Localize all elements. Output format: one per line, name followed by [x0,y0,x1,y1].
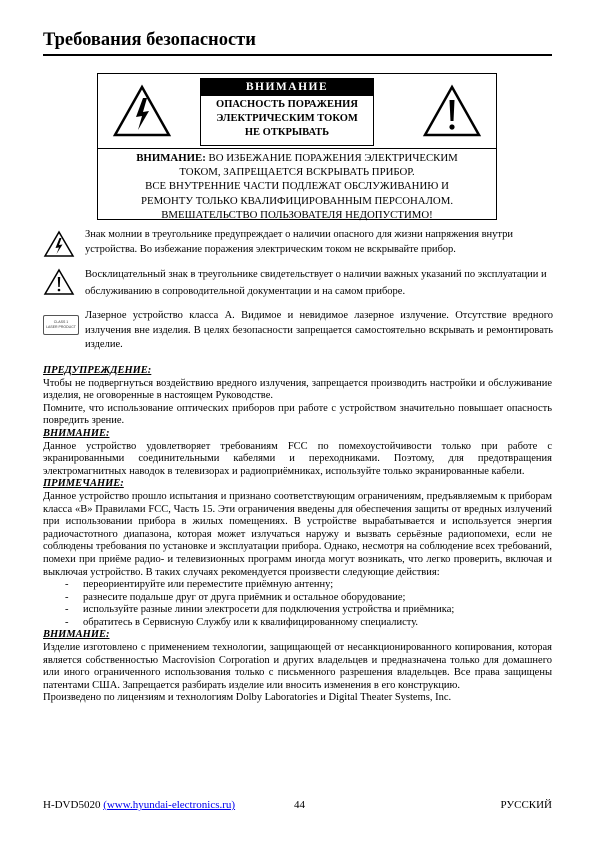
lightning-triangle-icon [43,230,75,258]
attention-line: НЕ ОТКРЫВАТЬ [244,127,330,138]
list-item [43,592,552,605]
page-title: Требования безопасности [43,30,256,50]
warning-bold-label: ВНИМАНИЕ: [136,152,206,164]
laser-label-line: LASER PRODUCT [46,325,76,329]
warning-line: ТОКОМ, ЗАПРЕЩАЕТСЯ ВСКРЫВАТЬ ПРИБОР. [179,166,415,179]
warning-line: ВМЕШАТЕЛЬСТВО ПОЛЬЗОВАТЕЛЯ НЕДОПУСТИМО! [161,208,433,221]
list-item-text: - обратитесь в Сервисную Службу или к квалифицированному специалисту. [83,616,419,628]
list-item-text: - используйте разные линии электросети для подключения устройства и приёмника; [83,604,455,616]
page-number: 44 [294,799,305,811]
lightning-triangle-icon [112,84,172,138]
exclamation-triangle-icon [422,84,482,138]
warning-first-line: ВО ИЗБЕЖАНИЕ ПОРАЖЕНИЯ ЭЛЕКТРИЧЕСКИМ [205,152,458,164]
warning-line [98,151,496,165]
paragraph: Чтобы не подвергнуться воздействию вредного излучения, запрещается производить настройки и обслуживание изделия, не оговоренные в настоящем Руководстве. [43,377,552,402]
paragraph: Данное устройство прошло испытания и признано соответствующим ограничениям, предъявляемым к приборам класса «B» Правилами FCC, Часть 15. Эти ограничения введены для обеспечения защиты от вредных излучений при использовании прибора в жилых помещениях. В устройстве вырабатывается и используется энергия радиочастотного диапазона, которая может излучаться наружу и вызвать серьёзные радиопомехи, если не соблюдены требования по установке и эксплуатации прибора. Однако, несмотря на соблюдение всех требований, помехи при приёме радио- и телевизионных программ иногда могут возникать, что легко проверить, включая и выключая устройство. В таких случаях рекомендуется произвести следующие действия: [43,490,552,578]
list-item-text: - переориентируйте или переместите приёмную антенну; [83,579,334,591]
lightning-description: Знак молнии в треугольнике предупреждает о наличии опасного для жизни напряжения внутри устройства. Во избежание поражения электрическим током не вскрывайте прибор. [85,229,514,255]
laser-description: Лазерное устройство класса А. Видимое и невидимое лазерное излучение. Отсутствие вредного излучения вне изделия. В целях безопасности запрещается самостоятельно вскрывать и ремонтировать изделие. [85,310,553,350]
title-rule [43,54,552,56]
footer-language: РУССКИЙ [500,799,552,811]
attention-line: ОПАСНОСТЬ ПОРАЖЕНИЯ [216,99,358,110]
paragraph: Помните, что использование оптических приборов при работе с устройством значительно повышает опасность повредить зрение. [43,402,552,427]
list-item [43,617,552,630]
section-heading: ВНИМАНИЕ: [43,629,110,641]
attention-body [201,96,373,140]
footer-model [43,799,235,811]
warning-line: ВСЕ ВНУТРЕННИЕ ЧАСТИ ПОДЛЕЖАТ ОБСЛУЖИВАНИЮ И [145,180,449,193]
warning-line: РЕМОНТУ ТОЛЬКО КВАЛИФИЦИРОВАННЫМ ПЕРСОНАЛОМ. [140,194,454,207]
website-link[interactable]: (www.hyundai-electronics.ru) [103,799,236,811]
exclamation-description: Восклицательный знак в треугольнике свидетельствует о наличии важных указаний по эксплуатации и обслуживанию в сопроводительной документации и на самом приборе. [85,269,547,297]
section-heading: ПРЕДУПРЕЖДЕНИЕ: [43,365,152,376]
paragraph: Изделие изготовлено с применением технологии, защищающей от несанкционированного копирования, которая является собственностью Macrovision Corporation и других владельцев и предназначена только для домашнего или иного ограниченного использования только с письменного разрешения владельцев. Все права защищены патентами США. Запрещается разбирать изделие или вносить изменения в его конструкцию. [43,642,552,691]
list-item [43,604,552,617]
section-heading: ВНИМАНИЕ: [43,427,110,439]
safety-text [43,365,552,705]
exclamation-symbol-row [43,266,553,298]
warning-box [97,73,497,220]
exclamation-triangle-icon [43,268,75,296]
section-heading: ПРИМЕЧАНИЕ: [43,478,124,490]
list-item-text: - разнесите подальше друг от друга приёмник и остальное оборудование; [83,591,406,603]
attention-header: ВНИМАНИЕ [201,79,373,96]
laser-label-line: CLASS 1 [53,320,69,324]
paragraph: Данное устройство удовлетворяет требованиям FCC по помехоустойчивости только при работе с экранированными соединительными кабелями и переходниками. Поэтому, для предотвращения электромагнитных наводок в телевизорах и радиоприёмниках, используйте только экранированные кабели. [43,440,552,477]
lightning-symbol-row [43,228,553,260]
laser-symbol-row [43,309,553,353]
laser-class-label [43,315,79,335]
paragraph: Произведено по лицензиям и технологиям Dolby Laboratories и Digital Theater Systems, Inc. [43,692,452,704]
attention-panel [200,78,374,146]
warning-box-text [98,148,496,219]
attention-line: ЭЛЕКТРИЧЕСКИМ ТОКОМ [216,113,358,124]
model-name: H-DVD5020 [43,799,101,811]
list-item [43,579,552,592]
warning-box-top [98,74,496,149]
